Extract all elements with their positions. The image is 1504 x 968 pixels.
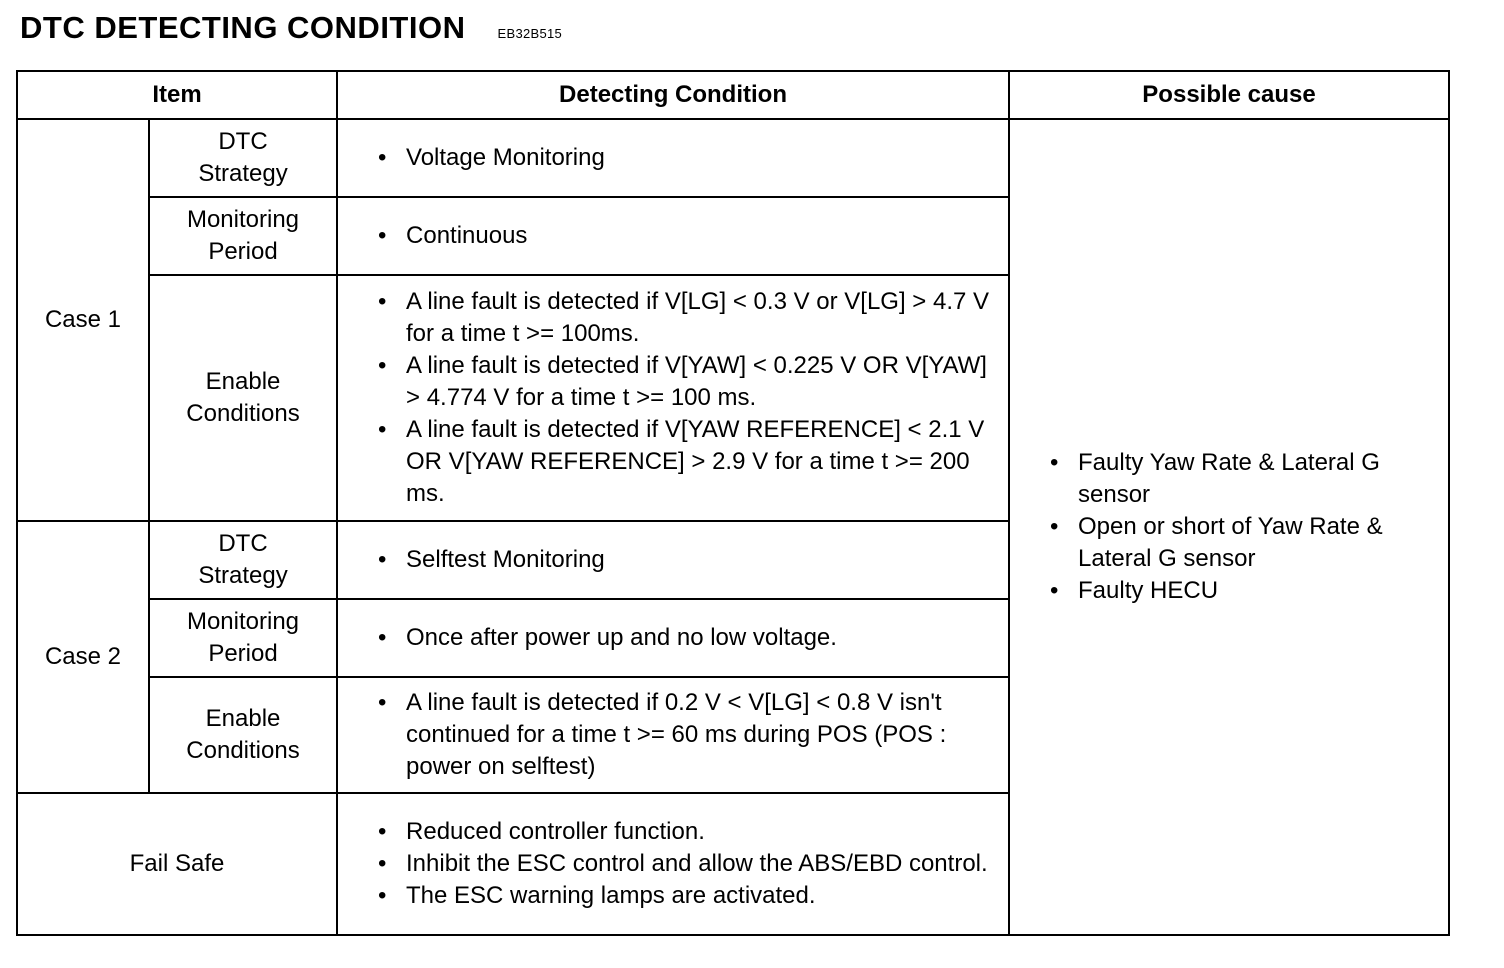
case-1-period-condition — [337, 197, 1009, 275]
condition-list — [374, 220, 998, 252]
list-item: • Voltage Monitoring — [374, 142, 998, 174]
table-header-row — [17, 71, 1449, 119]
item-label-line: Conditions — [186, 400, 300, 427]
item-label-line: Period — [208, 640, 278, 667]
condition-list — [374, 544, 998, 576]
case-2-period-condition — [337, 599, 1009, 677]
item-label-line: Strategy — [198, 160, 288, 187]
table-row — [17, 119, 1449, 197]
list-item: • A line fault is detected if V[LG] < 0.3 V or V[LG] > 4.7 V for a time t >= 100ms. — [374, 286, 998, 350]
fail-safe-label: Fail Safe — [17, 793, 337, 935]
case-2-label: Case 2 — [17, 521, 149, 793]
item-label-line: Conditions — [186, 737, 300, 764]
case-1-strategy-label — [149, 119, 337, 197]
condition-list — [374, 622, 998, 654]
item-label-line: Period — [208, 238, 278, 265]
list-item: • Inhibit the ESC control and allow the ABS/EBD control. — [374, 848, 998, 880]
item-label-line: Monitoring — [186, 206, 300, 233]
case-2-strategy-label — [149, 521, 337, 599]
condition-list — [374, 687, 998, 783]
possible-cause-cell — [1009, 119, 1449, 935]
header-possible-cause: Possible cause — [1009, 71, 1449, 119]
header-detecting-condition: Detecting Condition — [337, 71, 1009, 119]
condition-list — [374, 142, 998, 174]
item-label-line: Enable — [205, 368, 281, 395]
page-title: DTC DETECTING CONDITION — [20, 10, 466, 45]
item-label-line: DTC — [218, 128, 268, 155]
condition-list — [374, 286, 998, 510]
item-label-line: Enable — [205, 705, 281, 732]
list-item: • Faulty HECU — [1046, 575, 1438, 607]
condition-list — [374, 816, 998, 912]
document-code: EB32B515 — [497, 26, 563, 41]
case-2-enable-condition — [337, 677, 1009, 793]
list-item: • Open or short of Yaw Rate & Lateral G sensor — [1046, 511, 1438, 575]
possible-cause-list — [1046, 447, 1438, 607]
list-item: • Reduced controller function. — [374, 816, 998, 848]
case-1-enable-condition — [337, 275, 1009, 521]
item-label-line: Strategy — [198, 562, 288, 589]
case-1-period-label — [149, 197, 337, 275]
list-item: • Once after power up and no low voltage. — [374, 622, 998, 654]
dtc-condition-table — [16, 70, 1450, 936]
list-item: • A line fault is detected if V[YAW] < 0.225 V OR V[YAW] > 4.774 V for a time t >= 100 ms. — [374, 350, 998, 414]
case-1-label: Case 1 — [17, 119, 149, 521]
case-2-enable-label — [149, 677, 337, 793]
list-item: • A line fault is detected if V[YAW REFERENCE] < 2.1 V OR V[YAW REFERENCE] > 2.9 V for a time t >= 200 ms. — [374, 414, 998, 510]
list-item: • Selftest Monitoring — [374, 544, 998, 576]
list-item: • Continuous — [374, 220, 998, 252]
list-item: • The ESC warning lamps are activated. — [374, 880, 998, 912]
case-2-strategy-condition — [337, 521, 1009, 599]
case-1-strategy-condition — [337, 119, 1009, 197]
fail-safe-condition — [337, 793, 1009, 935]
list-item: • Faulty Yaw Rate & Lateral G sensor — [1046, 447, 1438, 511]
list-item: • A line fault is detected if 0.2 V < V[LG] < 0.8 V isn't continued for a time t >= 60 ms during POS (POS : power on selftest) — [374, 687, 998, 783]
item-label-line: DTC — [218, 530, 268, 557]
page-heading — [20, 10, 562, 50]
header-item: Item — [17, 71, 337, 119]
case-2-period-label — [149, 599, 337, 677]
item-label-line: Monitoring — [186, 608, 300, 635]
case-1-enable-label — [149, 275, 337, 521]
